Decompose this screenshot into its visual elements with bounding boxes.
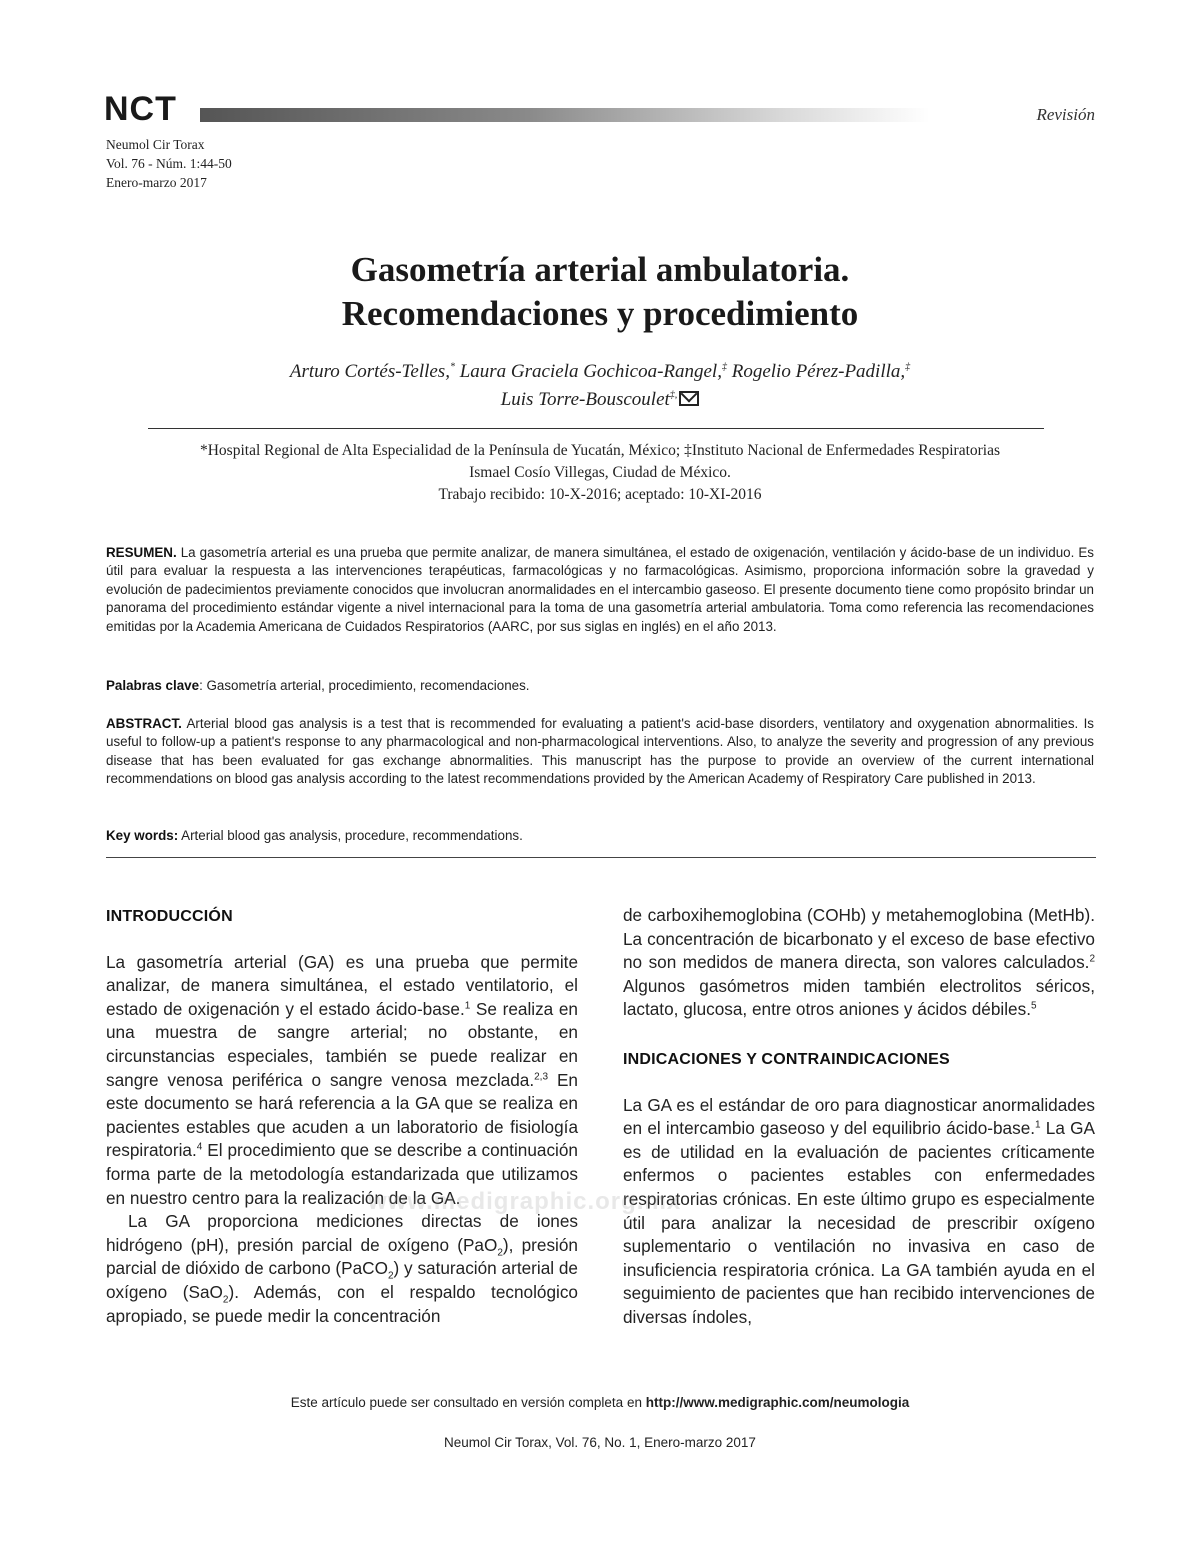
title-line-2: Recomendaciones y procedimiento	[341, 294, 859, 333]
keywords-text: Arterial blood gas analysis, procedure, recommendations.	[178, 828, 523, 843]
text-run: La GA es de utilidad en la evaluación de pacientes críticamente enfermos o pacientes estables con enfermedades respiratorias crónicas. En este último grupo es especialmente útil para analizar la necesidad de prescribir oxígeno suplementario o ventilación no invasiva en caso de insuficiencia respiratoria crónica. La GA también ayuda en el seguimiento de pacientes que han recibido intervenciones de diversas índoles,	[623, 1118, 1095, 1327]
journal-meta	[106, 135, 232, 192]
author-affil-mark: *	[449, 361, 455, 373]
journal-date: Enero-marzo 2017	[106, 175, 207, 190]
resumen-label: RESUMEN.	[106, 545, 177, 560]
resumen-text: La gasometría arterial es una prueba que permite analizar, de manera simultánea, el estado de oxigenación, ventilación y ácido-base de un individuo. Es útil para evaluar la respuesta a las intervenciones terapéuticas, farmacológicas y no farmacológicas. Asimismo, proporciona información sobre la gravedad y evolución de padecimientos previamente conocidos que involucran anormalidades en el intercambio gaseoso. El presente documento tiene como propósito brindar un panorama del procedimiento estándar vigente a nivel internacional para la toma de una gasometría arterial ambulatoria. Toma como referencia las recomendaciones emitidas por la Academia Americana de Cuidados Respiratorios (AARC, por sus siglas en inglés) en el año 2013.	[106, 545, 1094, 634]
title-line-1: Gasometría arterial ambulatoria.	[350, 250, 850, 289]
watermark: www.medigraphic.org.mx	[368, 1188, 682, 1215]
title-divider	[148, 428, 1044, 429]
palabras-label: Palabras clave	[106, 678, 200, 693]
author-name: Arturo Cortés-Telles,	[289, 361, 450, 382]
author-name: Rogelio Pérez-Padilla,	[726, 361, 906, 382]
subscript: 2	[497, 1247, 503, 1259]
citation: 1	[1035, 1119, 1041, 1131]
indications-paragraph	[623, 1094, 1095, 1330]
journal-url-link[interactable]: http://www.medigraphic.com/neumologia	[645, 1395, 910, 1410]
text-run: La gasometría arterial (GA) es una prueba que permite analizar, de manera simultánea, el estado ventilatorio, el estado de oxigenación y el estado ácido-base.	[106, 951, 578, 1019]
journal-name: Neumol Cir Torax	[106, 137, 205, 152]
author-list	[150, 358, 1050, 414]
text-run: Se realiza en una muestra de sangre arterial; no obstante, en circunstancias especiales, también se puede realizar en sangre venosa periférica o sangre venosa mezclada.	[106, 998, 578, 1090]
footer-citation: Neumol Cir Torax, Vol. 76, No. 1, Enero-marzo 2017	[444, 1435, 756, 1450]
author-affil-mark: ‡	[905, 361, 911, 373]
text-run: La GA es el estándar de oro para diagnosticar anormalidades en el intercambio gaseoso y del equilibrio ácido-base.	[623, 1094, 1095, 1139]
text-run: ), presión parcial de dióxido de carbono (PaCO	[106, 1234, 578, 1279]
intro-paragraph-2	[106, 1210, 578, 1328]
text-run: ). Además, con el respaldo tecnológico apropiado, se puede medir la concentración	[106, 1281, 578, 1326]
journal-volume: Vol. 76 - Núm. 1:44-50	[106, 156, 232, 171]
text-run: En este documento se hará referencia a la GA que se realiza en pacientes estables que acuden a un laboratorio de fisiología respiratoria.	[106, 1069, 578, 1161]
online-note	[0, 1395, 1200, 1410]
right-column	[623, 904, 1095, 1330]
text-run: El procedimiento que se describe a continuación forma parte de la metodología estandarizada que utilizamos en nuestro centro para la realización de la GA.	[106, 1140, 578, 1208]
envelope-icon[interactable]	[679, 391, 699, 406]
citation: 2,3	[534, 1070, 549, 1082]
affiliation-line-1: *Hospital Regional de Alta Especialidad de la Península de Yucatán, México; ‡Instituto Nacional de Enfermedades Respiratorias	[199, 442, 1001, 459]
author-name: Laura Graciela Gochicoa-Rangel,	[454, 361, 722, 382]
subscript: 2	[387, 1270, 394, 1282]
section-label: Revisión	[1036, 105, 1095, 124]
key-words	[106, 827, 1094, 845]
text-run: ) y saturación arterial de oxígeno (SaO	[106, 1258, 578, 1302]
intro-heading: INTRODUCCIÓN	[106, 908, 233, 925]
right-paragraph-1	[623, 904, 1095, 1022]
affiliation-line-2: Ismael Cosío Villegas, Ciudad de México.	[469, 464, 731, 481]
citation: 2	[1089, 953, 1095, 965]
author-line-1	[150, 358, 1050, 386]
author-affil-mark: ‡	[721, 361, 727, 373]
author-line-2	[150, 386, 1050, 414]
intro-paragraph-1	[106, 951, 578, 1211]
received-dates: Trabajo recibido: 10-X-2016; aceptado: 10-XI-2016	[438, 486, 762, 503]
subscript: 2	[222, 1294, 229, 1306]
online-note-text: Este artículo puede ser consultado en versión completa en	[290, 1395, 646, 1410]
resumen-paragraph	[106, 544, 1094, 636]
citation: 5	[1030, 1000, 1037, 1012]
article-title	[150, 248, 1050, 336]
abstract-divider	[106, 857, 1096, 858]
author-name: Luis Torre-Bouscoulet	[500, 389, 670, 410]
abstract-label: ABSTRACT.	[106, 716, 182, 731]
header-gradient-bar	[200, 108, 930, 122]
citation: 1	[464, 1000, 471, 1012]
keywords-label: Key words:	[106, 828, 179, 843]
left-column	[106, 905, 578, 1328]
indications-heading: INDICACIONES Y CONTRAINDICACIONES	[623, 1050, 950, 1068]
text-run: de carboxihemoglobina (COHb) y metahemoglobina (MetHb). La concentración de bicarbonato y el exceso de base efectivo no son medidos de manera directa, son valores calculados.	[623, 905, 1095, 973]
palabras-text: : Gasometría arterial, procedimiento, recomendaciones.	[199, 678, 530, 693]
journal-logo: NCT	[104, 90, 177, 128]
abstract-paragraph	[106, 715, 1094, 789]
affiliations	[120, 440, 1080, 506]
palabras-clave	[106, 677, 1094, 695]
author-affil-mark: ‡,	[669, 389, 678, 401]
citation: 4	[196, 1141, 203, 1153]
text-run: Algunos gasómetros miden también electrolitos séricos, lactato, glucosa, entre otros aniones y ácidos débiles.	[623, 975, 1095, 1020]
abstract-text: Arterial blood gas analysis is a test that is recommended for evaluating a patient's acid-base disorders, ventilatory and oxygenation abnormalities. Is useful to follow-up a patient's response to any pharmacological and non-pharmacological interventions. Also, to analyze the severity and progression of any previous disease that has been evaluated for gas exchange abnormalities. This manuscript has the purpose to provide an overview of the current international recommendations on blood gas analysis according to the latest recommendations provided by the American Academy of Respiratory Care published in 2013.	[106, 716, 1094, 787]
text-run: La GA proporciona mediciones directas de iones hidrógeno (pH), presión parcial de oxígeno (PaO	[106, 1211, 578, 1255]
